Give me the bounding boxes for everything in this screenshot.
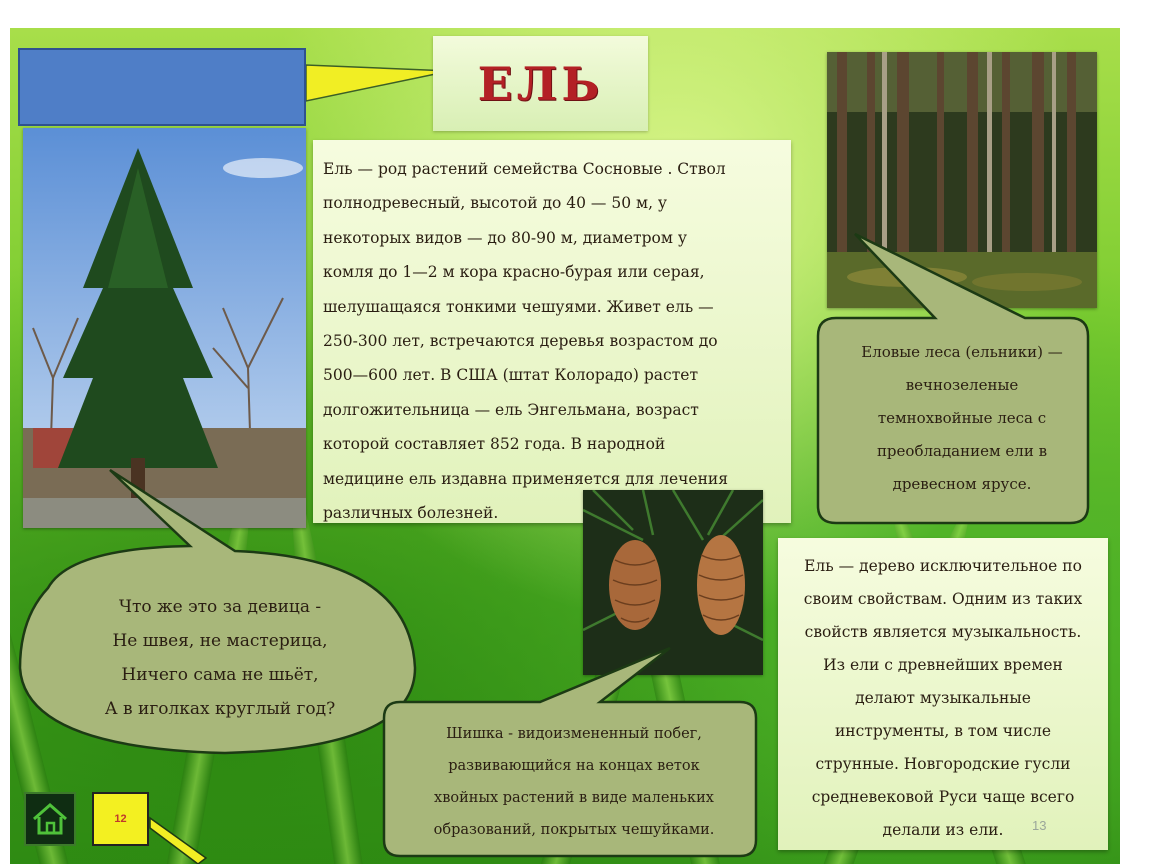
- forest-line: темнохвойные леса с: [877, 409, 1047, 427]
- riddle-line: Что же это за девица -: [118, 597, 322, 617]
- page-box-pointer: [150, 818, 206, 864]
- forest-description: [822, 336, 1102, 501]
- riddle-line: Не швея, не мастерица,: [112, 631, 328, 651]
- text-line: различных болезней.: [323, 504, 499, 523]
- forest-line: древесном ярусе.: [892, 475, 1032, 493]
- riddle-text: [40, 590, 400, 726]
- slide: [10, 28, 1120, 864]
- forest-line: вечнозеленые: [905, 376, 1019, 394]
- page-number-label: 12: [114, 813, 127, 825]
- side-line: делали из ели.: [882, 821, 1004, 839]
- text-line: 500—600 лет. В США (штат Колорадо) растет: [323, 366, 699, 385]
- forest-line: преобладанием ели в: [876, 442, 1048, 460]
- side-line: свойств является музыкальность.: [804, 623, 1082, 641]
- side-line: Из ели с древнейших времен: [823, 656, 1063, 674]
- side-line: инструменты, в том числе: [834, 722, 1052, 740]
- cone-line: Шишка - видоизмененный побег,: [446, 726, 702, 742]
- text-line: комля до 1—2 м кора красно-бурая или серая,: [323, 263, 705, 282]
- cone-description: [396, 718, 752, 846]
- text-line: долгожительница — ель Энгельмана, возраст: [323, 400, 699, 419]
- side-line: делают музыкальные: [855, 689, 1031, 707]
- side-line: струнные. Новгородские гусли: [815, 755, 1071, 773]
- side-line: Ель — дерево исключительное по: [804, 557, 1082, 575]
- text-line: некоторых видов — до 80-90 м, диаметром у: [323, 228, 687, 247]
- home-button[interactable]: [24, 792, 76, 846]
- text-line: которой составляет 852 года. В народной: [323, 435, 666, 454]
- riddle-line: А в иголках круглый год?: [104, 699, 336, 719]
- text-line: медицине ель издавна применяется для лечения: [323, 469, 729, 488]
- text-line: шелушащаяся тонкими чешуями. Живет ель —: [323, 297, 714, 316]
- side-line: средневековой Руси чаще всего: [811, 788, 1075, 806]
- side-line: своим свойствам. Одним из таких: [803, 590, 1083, 608]
- page-number-box[interactable]: [92, 792, 149, 846]
- cone-line: образований, покрытых чешуйками.: [433, 822, 715, 838]
- forest-line: Еловые леса (ельники) —: [861, 343, 1063, 361]
- riddle-line: Ничего сама не шьёт,: [121, 665, 319, 685]
- text-line: 250-300 лет, встречаются деревья возрастом до: [323, 332, 718, 351]
- slide-number: 13: [1032, 818, 1047, 833]
- text-line: полнодревесный, высотой до 40 — 50 м, у: [323, 194, 668, 213]
- page-title: ЕЛЬ: [477, 56, 604, 111]
- cone-line: развивающийся на концах веток: [448, 758, 700, 774]
- home-icon: [30, 799, 70, 839]
- text-line: Ель — род растений семейства Сосновые . Ствол: [323, 160, 726, 178]
- cone-line: хвойных растений в виде маленьких: [434, 790, 714, 806]
- music-description: [778, 538, 1108, 850]
